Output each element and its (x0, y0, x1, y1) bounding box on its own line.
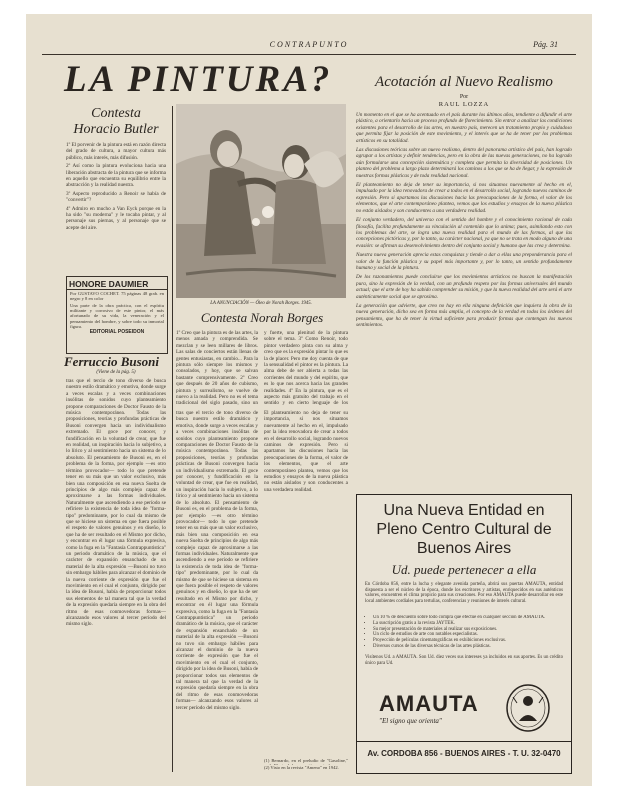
amauta-benefits-list (357, 615, 571, 653)
butler-p1: 1º El porvenir de la pintura está en razón directa del grado de cultura, a mayor cultura más público, más interés, más difusión. (66, 142, 166, 161)
amauta-motto: "El signo que orienta" (379, 717, 442, 725)
running-header (26, 40, 592, 52)
lozza-text (356, 112, 572, 484)
butler-author: Horacio Butler (73, 122, 159, 137)
painting-caption: LA ANUNCIACIÓN — Óleo de Norah Borges. 1945. (210, 301, 312, 306)
butler-p2: 2º Así como la pintura evoluciona hacia una liberación abstracta de la pintura que se informa en aquello que encuentra su equilibrio entre la abstracción y la realidad nuestra. (66, 163, 166, 189)
amauta-address-rule (357, 741, 571, 742)
footnote-2: (2) Visto en la revista "Ameno" en 1942. (264, 765, 339, 770)
lozza-author: RAUL LOZZA (438, 101, 490, 108)
amauta-benefit-item: • Un ciclo de estudios de arte con notables especialistas. (373, 632, 563, 638)
painting-figures (176, 104, 346, 298)
lozza-p4: El conjunto verdadero, del universo con el sentido del hombre y el conocimiento racional de cada filosofía, facilita profundamente su vinculación al contenido que lo anima; pues, asimilando esto con los problemas del arte, se logra una nueva realidad para el mundo de las formas, al que las concepciones pictóricas y, por lo tanto, su carácter nacional, ya que no se trata en modo alguno de una evasión: se afirman su desenvolvimiento dentro del conjunto social y humano que las crea y determina. (356, 217, 572, 249)
amauta-benefit-item: • La suscripción gratis a la revista JAYTEK. (373, 621, 563, 627)
borges-col1: 1º Creo que la pintura es de las artes, la menos amada y comprendida. Se mezclan y se leen millares de libros. Las salas de conciertos están llenas de gentes entusiastas, en cambio... Para la pintura sólo siempre los mismos y consolados, y hoy, que se salvan bastante comprensivamente. 2º Creo que después de 20 años de cubismo, pintura y surrealismo, se vuelve de nuevo a la realidad. Pero no es el tema tradicional del siglo pasado, sino un (176, 330, 258, 406)
page-title: LA PINTURA? (64, 59, 333, 100)
column-divider (172, 106, 173, 772)
mid-col-b: El planteamiento no deja de tener su importancia, si nos situamos nuevamente al hecho en el, impulsado por la idea renovadora de crear a todos en el desarrollo social, logrando nuevos caminos de expresión. Pero si apartamos las discusiones hacia las preocupaciones de la forma, el valor de los elementos, que el arte contemporáneo plantea, vemos que los estudios y ensayos de la nueva plástica no están aislados y son conducentes a una verdadera realidad. (264, 410, 348, 493)
daumier-byline: Por GUSTAVO COCHET. 75 páginas 48 grab. en negro y 8 en color (70, 291, 164, 302)
amauta-logo: AMAUTA (379, 691, 479, 716)
busoni-title: Ferruccio Busoni (64, 354, 159, 369)
butler-p4: 4º Admiro en mucho a Van Eyck porque en la ha sido "su moderna" y le tocaba pintar, y al personaje sus piernas, y al personaje que se acepte del aire. (66, 205, 166, 231)
lozza-p1: Un momento en el que se ha acentuado en el país durante los últimos años, tendiente a difundir el arte plástico, a orientarlo hacia un proceso profundo de florecimiento. Sin entrar a analizar las condiciones existentes para el desarrollo de las artes, en nuestro país, merecen un tratamiento propio y cuidadoso que permita fijar la posición de este movimiento, y el interés que se ha de tener por los problemas artísticos en su totalidad. (356, 112, 572, 144)
mid-col-a: tras que el tercio de tono diverso de busca nuestro estilo dramático y emotiva, donde surge a veces escalas y a veces combinaciones insólitas de sonidos cuyo planteamiento propone comparaciones de Doctor Fausto de la música contemporánea. Todas las proposiciones, teorías y profundas prácticas de Busoni convergen hacia un individualismo extremado. El goce por conocer, y fundificación en la voluntad de crear, que fue en realidad, un inspiración hacia lo subjetivo, a lo lírico y al sentimiento hacia un sistema de lo absoluto. El pensamiento de Busoni es, en el problema de la forma, por ejemplo —es otro término provocador— todo lo que pretende tener en su más que un valor exclusivo, más bien una composición en esa nueva Suelta de principios de algo más complejo capaz de aproximarse a las formas individuales. Naturalmente que ascendiendo a ese período se refiriere la existencia de toda idea de "forma-tipo" predominante, por lo cual da mismo de que se hiciese un sistema en que fuera posible el respeto de valores genuinos y en diseño, lo que ha de ser resultado en el Mismo por dicho, y encontrar en él lugar una fórmula expresiva, como la fuga en la "Fantasía Contrappuntistica" un periodo dramático de la música, que el carácter de expansión ensanchado de un material de la alta expresión —Busoni no tuvo sin embargo hábiles para alcanzar el dominio de la nueva corriente de expresión que fue el movimiento en el cual el conjunto, dirigido por la idea de Busoni, había de proporcionar todos sus elementos de tal manera tal que la verdad de la expresión quedaría siempre en la obra del ritmo de esas conmovedoras formas— alcanzando esos valores al tercer período del mismo siglo. (176, 410, 258, 711)
painting-annunciation (176, 104, 346, 298)
daumier-title: HONORE DAUMIER (67, 277, 167, 290)
daumier-publisher: EDITORIAL POSEIDON (89, 329, 145, 335)
amauta-address: Av. CORDOBA 856 - BUENOS AIRES - T. U. 32-0470 (367, 749, 561, 758)
borges-col2: y fuerte, una plenitud de la pintura sobre el tema. 3º Como Renoir, todo pintor verdadero pinta con su alma y creo que es la expresión pintar lo que es la de placer. Pero me doy cuenta de que la sensualidad el pintor es la pintura. La alma debe de ser abierta a todas las corrientes del mundo y del espíritu, que es lo que nos acerca hacia las grandes realidades. 4º En la pintura, que es el aspecto más gratuito del trabajo en el sentido y en cierto lenguaje de los (264, 330, 348, 406)
daumier-ad (66, 276, 168, 354)
journal-name: CONTRAPUNTO (269, 40, 349, 49)
lozza-title: Acotación al Nuevo Realismo (375, 74, 553, 90)
butler-text (66, 142, 166, 270)
amauta-footer-note: Visítenos Ud. a AMAUTA. Son Ud. diez veces sus intereses ya incluidos en sus aportes. Es un crédito único para Ud. (365, 655, 563, 666)
daumier-body: Una parte de la obra práctica, con el espíritu militante y corrosivo de este pintor, el más afortunado de su vida, la veneración y el pensamiento del hombre, y sobre todo su inmortal figura. (70, 303, 164, 329)
butler-p3: 3º Aspecto reproducido a Renoir se había de "convertir"? (66, 190, 166, 204)
amauta-benefit-item: • Diversos cursos de las diversas técnicas de las artes plásticas. (373, 644, 563, 650)
lozza-p6: De los razonamientos puede concluirse que los movimientos artísticos no buscan la manifestación pura, sino la expresión de la verdad, con un profundo respeto por las formas universales del mundo actual; que el arte de hoy ha sabido comprender su misión, y que la nueva realidad del arte será el arte auténticamente social que se aproxima. (356, 274, 572, 300)
amauta-tagline: Ud. puede pertenecer a ella (391, 562, 537, 577)
amauta-emblem-icon (505, 683, 551, 733)
amauta-benefit-item: • Su mejor presentación de materiales al realizar sus exposiciones. (373, 627, 563, 633)
footnote-1: (1) Bernardo, en el preludio de "Gasoline," (264, 758, 348, 763)
busoni-continued: (Viene de la pág. 5) (96, 370, 136, 375)
header-rule (42, 54, 576, 55)
amauta-headline: Una Nueva Entidad en Pleno Centro Cultural de Buenos Aires (376, 502, 552, 557)
amauta-body: En Córdoba 856, entre la lucha y elegante avenida porteña, abrirá sus puertas AMAUTA, entidad dispuesta a ser el núcleo de la época, donde los escritores y artistas, enriquecidos en sus auténticos valores, encuentren el clima propicio para sus creaciones. Por eso AMAUTA puede desarrollar en este local ambientes cordiales para tertulias, conferencias y reuniones de interés cultural. (365, 582, 563, 604)
borges-title: Contesta Norah Borges (200, 310, 324, 325)
page-number: Pág. 31 (533, 40, 558, 49)
butler-label: Contesta (91, 106, 141, 121)
lozza-p2: Las discusiones teóricas sobre un nuevo realismo, dentro del panorama artístico del país, han logrado agrupar a los artistas y definir tendencias, pero en la obra de las nuevas generaciones, no ha logrado aún formularse una concepción sistemática y completa que permita la diversidad de posiciones. Un planteo del problema a largo plazo determinará los caminos a los que se ha de llegar, y la expresión de nuestras formas plásticas y de toda realidad nacional. (356, 147, 572, 179)
lozza-byline-pre: Por (459, 94, 469, 100)
amauta-benefit-item: • Un 10 % de descuento sobre todo compra que efectúe en cualquier sección de AMAUTA. (373, 615, 563, 621)
magazine-page (26, 14, 592, 786)
lozza-p5: Nuestra nueva generación aprecia estas conquistas y tiende a dar a ellas una preponderancia para el valor de la función plástica y su papel más importante y, por lo tanto, un sentido profundamente humano y social de la pintura. (356, 252, 572, 271)
amauta-benefit-item: • Proyección de películas cinematográficas en exhibiciones exclusivas. (373, 638, 563, 644)
busoni-text: tras que el tercio de tono diverso de busca nuestro estilo dramático y emotiva, donde surge a veces escalas y a veces combinaciones insólitas de sonidos cuyo planteamiento propone comparaciones de Doctor Fausto de la música contemporánea. Todas las proposiciones, teorías y profundas prácticas de Busoni convergen hacia un individualismo extremado. El goce por conocer, y fundificación en la voluntad de crear, que fue en realidad, un inspiración hacia lo subjetivo, a lo lírico y al sentimiento hacia un sistema de lo absoluto. El pensamiento de Busoni es, en el problema de la forma, por ejemplo —es otro término provocador— todo lo que pretende tener en su más que un valor exclusivo, más bien una composición en esa nueva Suelta de principios de algo más complejo capaz de aproximarse a las formas individuales. Naturalmente que ascendiendo a ese período se refiriere la existencia de toda idea de "forma-tipo" predominante, por lo cual da mismo de que se hiciese un sistema en que fuera posible el respeto de valores genuinos y en diseño, lo que ha de ser resultado en el Mismo por dicho, y encontrar en él lugar una fórmula expresiva, como la fuga en la "Fantasía Contrappuntistica" un periodo dramático de la música, que el carácter de expansión ensanchado de un material de la alta expresión —Busoni no tuvo sin embargo hábiles para alcanzar el dominio de la nueva corriente de expresión que fue el movimiento en el cual el conjunto, dirigido por la idea de Busoni, había de proporcionar todos sus elementos de tal manera tal que la verdad de la expresión quedaría siempre en la obra del ritmo de esas conmovedoras formas— alcanzando esos valores al tercer período del mismo siglo. (66, 378, 166, 628)
lozza-p3: El planteamiento no deja de tener su importancia, si nos situamos nuevamente al hecho en el, impulsado por la idea renovadora de crear a todos en el desarrollo social, logrando nuevos caminos de expresión. Pero si apartamos las discusiones hacia las preocupaciones de la forma, el valor de los elementos, que el arte contemporáneo plantea, vemos que los estudios y ensayos de la nueva plástica no están aislados y son conducentes a una verdadera realidad. (356, 182, 572, 214)
lozza-p7: La generación que advierte, que creo no hay en ella ninguna definición que inquiera la obra de la nueva generación, dicho sea en forma más amplia, el concepto de la verdad en todos los órdenes del pensamiento, que ha de tener la virtud suficiente para producir formas que contengan los nuevos sentimientos. (356, 302, 572, 329)
amauta-ad (356, 494, 572, 774)
